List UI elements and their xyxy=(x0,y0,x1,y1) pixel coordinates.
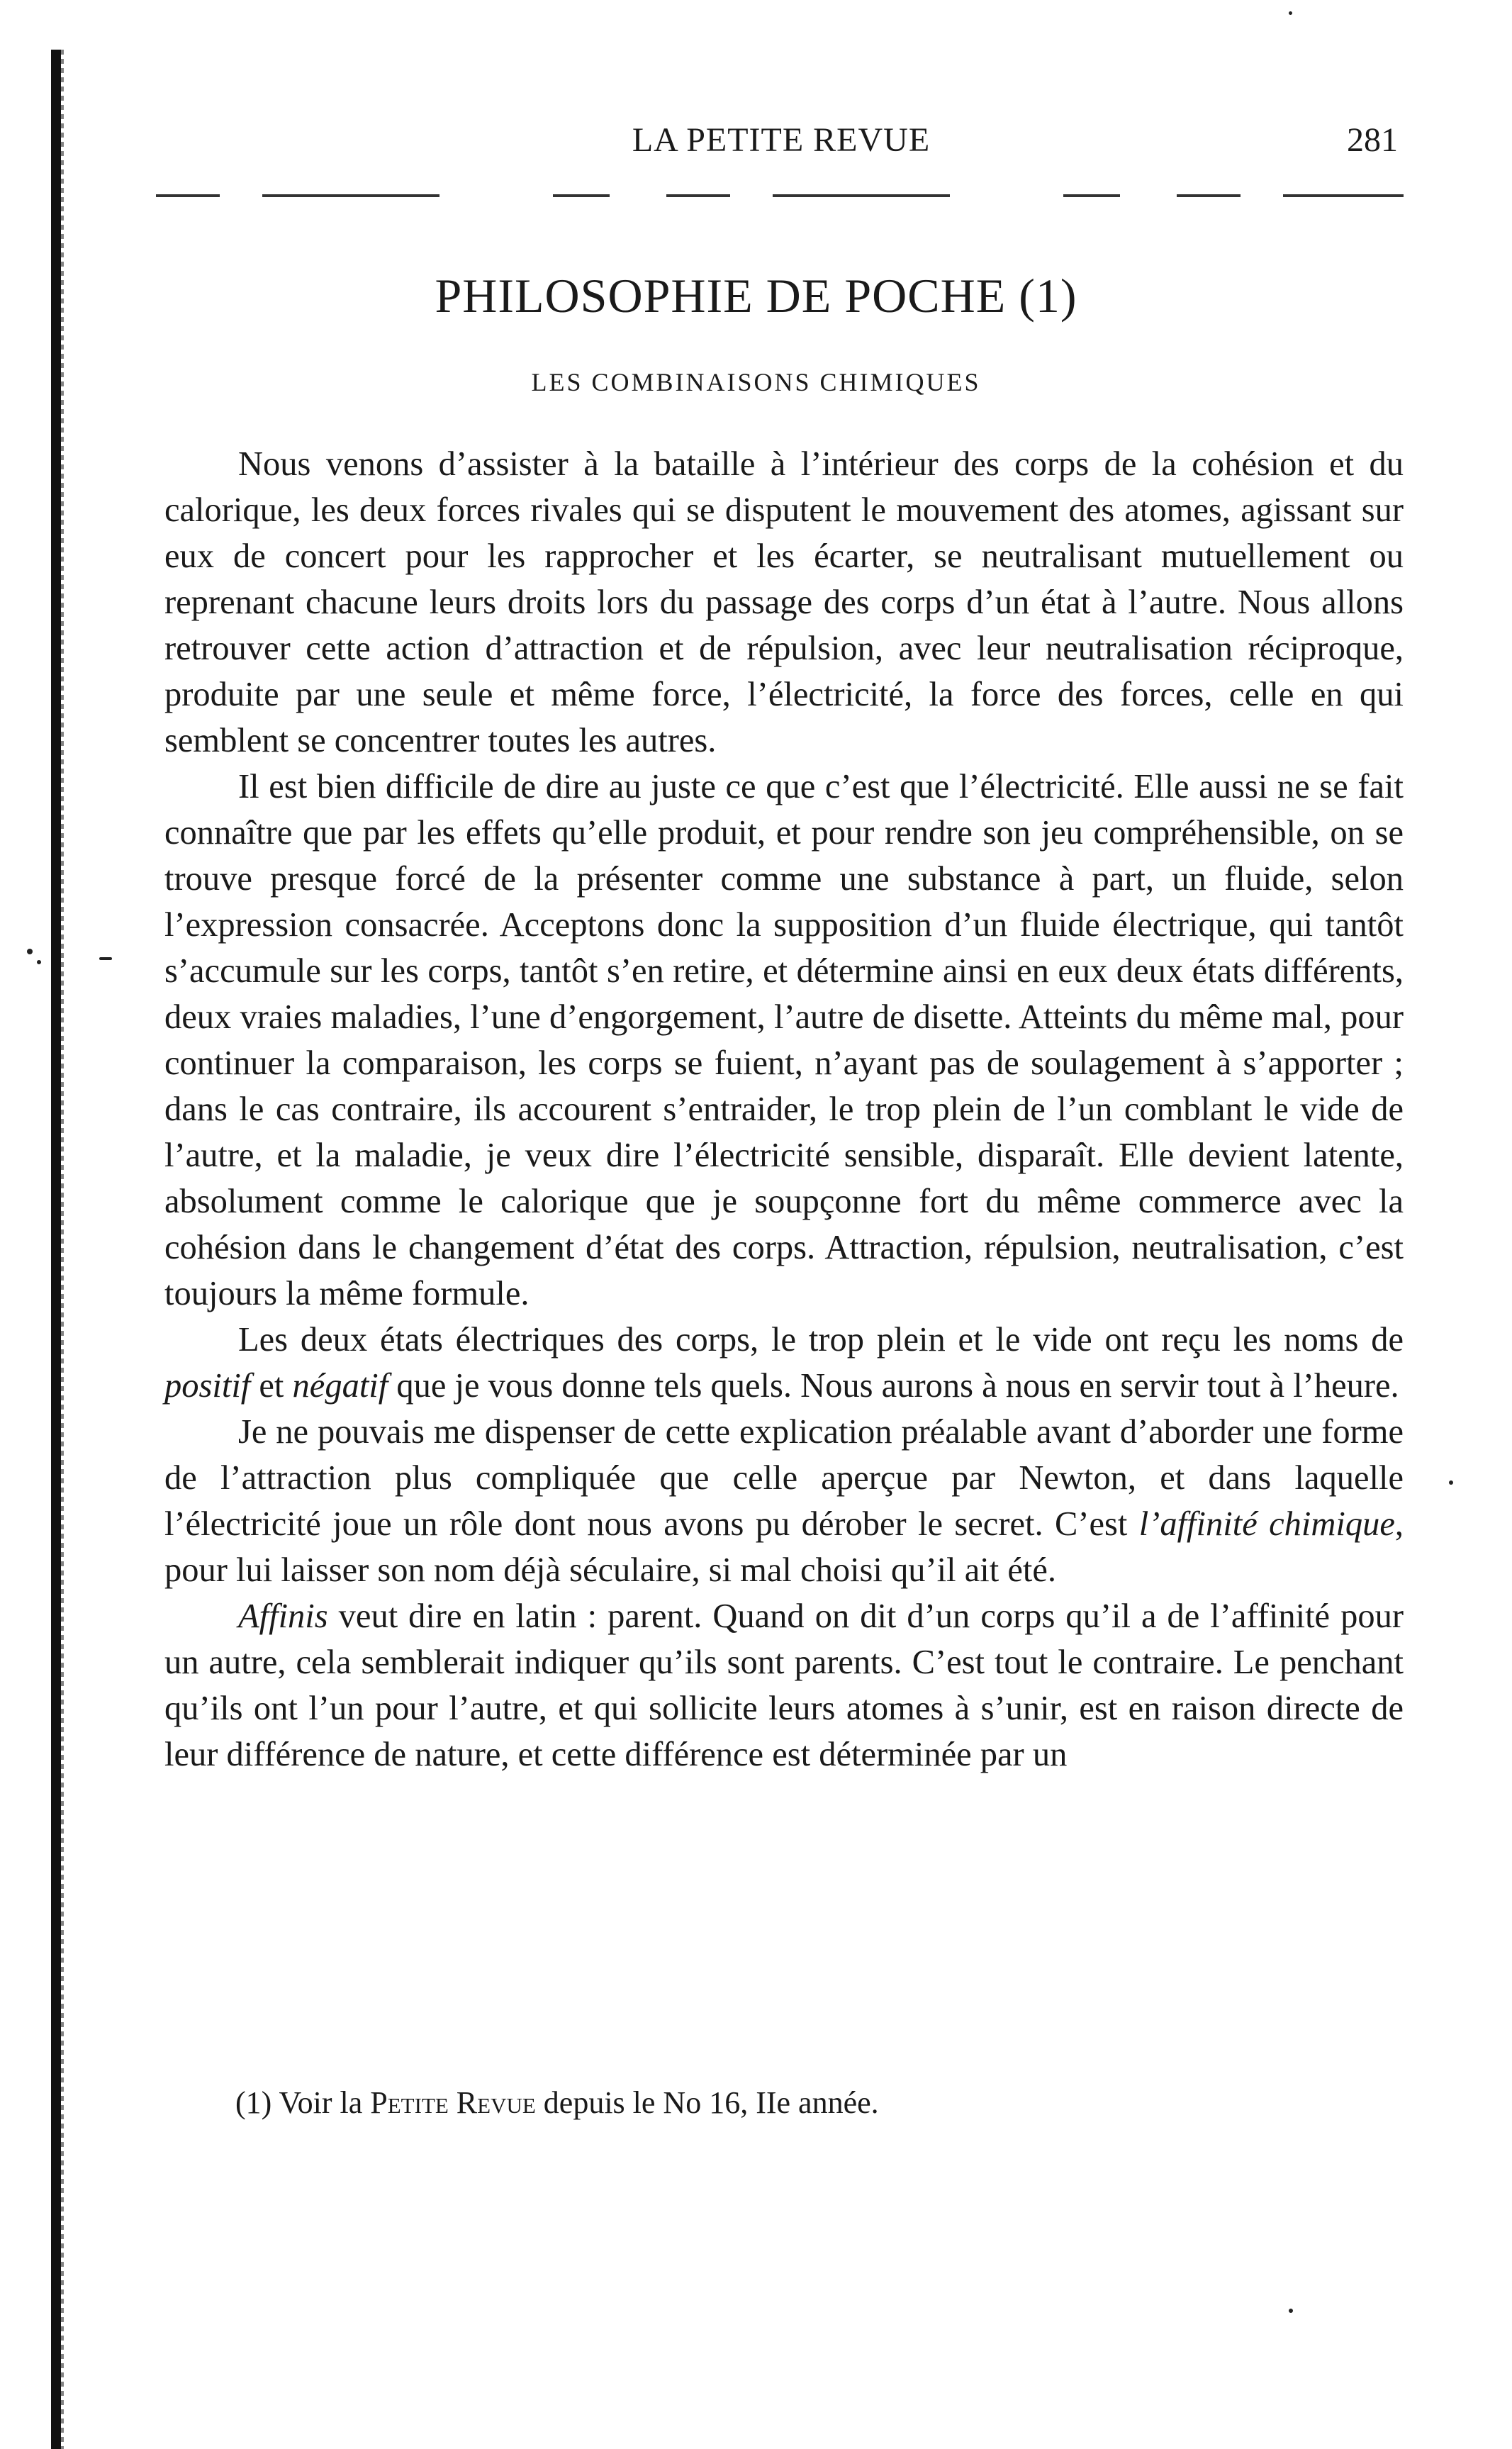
page-number: 281 xyxy=(1347,121,1398,159)
text-run: depuis le No 16, IIe année. xyxy=(535,2085,879,2120)
scan-speck xyxy=(1289,2309,1293,2313)
text-run: (1) Voir la xyxy=(235,2085,371,2120)
article-subtitle: LES COMBINAISONS CHIMIQUES xyxy=(531,368,981,396)
text-run: Les deux états électriques des corps, le trop plein et le vide ont reçu les noms de xyxy=(238,1321,1404,1359)
journal-name: Petite Revue xyxy=(370,2085,536,2120)
text-run: Il est bien difficile de dire au juste ce que c’est que l’électricité. Elle aussi ne se fait connaître que par les effets qu’elle produit, et pour rendre son jeu compréhensible, on se trouve presque forcé de la présenter comme une substance à part, un fluide, selon l’expression consacrée. Acceptons donc la supposition d’un fluide électrique, qui tantôt s’accumule sur les corps, tantôt s’en retire, et détermine ainsi en eux deux états différents, deux vraies maladies, l’une d’engorgement, l’autre de disette. Atteints du même mal, pour continuer la comparaison, les corps se fuient, n’ayant pas de soulagement à s’apporter ; dans le cas contraire, ils accourent s’entraider, le trop plein de l’un comblant le vide de l’autre, et la maladie, je veux dire l’électricité sensible, disparaît. Elle devient latente, absolument comme le calorique que je soupçonne fort du même commerce avec la cohésion dans le changement d’état des corps. Attraction, répulsion, neutralisation, c’est toujours la même formule. xyxy=(164,768,1404,1312)
scan-speck xyxy=(37,960,41,964)
header-rule xyxy=(156,194,1404,197)
text-run: , pour lui laisser son nom déjà séculaire, si mal choisi qu’il ait été. xyxy=(164,1505,1404,1589)
italic-term: Affinis xyxy=(238,1597,328,1635)
scan-speck xyxy=(27,949,33,954)
footnote xyxy=(235,2083,1440,2123)
paragraph xyxy=(164,1593,1404,1778)
scan-speck xyxy=(99,957,112,960)
scan-speck xyxy=(1289,11,1292,15)
paragraph xyxy=(164,764,1404,1317)
binding-edge-texture xyxy=(61,50,64,2449)
paragraph xyxy=(164,1409,1404,1593)
running-title: LA PETITE REVUE xyxy=(632,121,931,159)
italic-term: positif xyxy=(164,1367,251,1405)
binding-edge xyxy=(51,50,61,2449)
text-run: Je ne pouvais me dispenser de cette explication préalable avant d’aborder une forme de l’attraction plus compliquée que celle aperçue par Newton, et dans laquelle l’électricité joue un rôle dont nous avons pu dérober le secret. C’est xyxy=(164,1413,1404,1543)
text-run: veut dire en latin : parent. Quand on dit d’un corps qu’il a de l’affinité pour un autre, cela semblerait indiquer qu’ils sont parents. C’est tout le contraire. Le penchant qu’ils ont l’un pour l’autre, et qui sollicite leurs atomes à s’unir, est en raison directe de leur différence de nature, et cette différence est déterminée par un xyxy=(164,1597,1404,1773)
text-run: et xyxy=(250,1367,293,1405)
scan-speck xyxy=(1449,1480,1453,1485)
article-body xyxy=(164,441,1404,1778)
running-head xyxy=(164,121,1398,163)
italic-term: négatif xyxy=(292,1367,388,1405)
article-title: PHILOSOPHIE DE POCHE (1) xyxy=(435,269,1077,323)
text-run: Nous venons d’assister à la bataille à l’intérieur des corps de la cohésion et du calorique, les deux forces rivales qui se disputent le mouvement des atomes, agissant sur eux de concert pour les rapprocher et les écarter, se neutralisant mutuellement ou reprenant chacune leurs droits lors du passage des corps d’un état à l’autre. Nous allons retrouver cette action d’attraction et de répulsion, avec leur neutralisation réciproque, produite par une seule et même force, l’électricité, la force des forces, celle en qui semblent se concentrer toutes les autres. xyxy=(164,445,1404,759)
text-run: que je vous donne tels quels. Nous aurons à nous en servir tout à l’heure. xyxy=(388,1367,1399,1405)
paragraph xyxy=(164,1317,1404,1409)
paragraph xyxy=(164,441,1404,764)
italic-term: l’affinité chimique xyxy=(1138,1505,1395,1543)
